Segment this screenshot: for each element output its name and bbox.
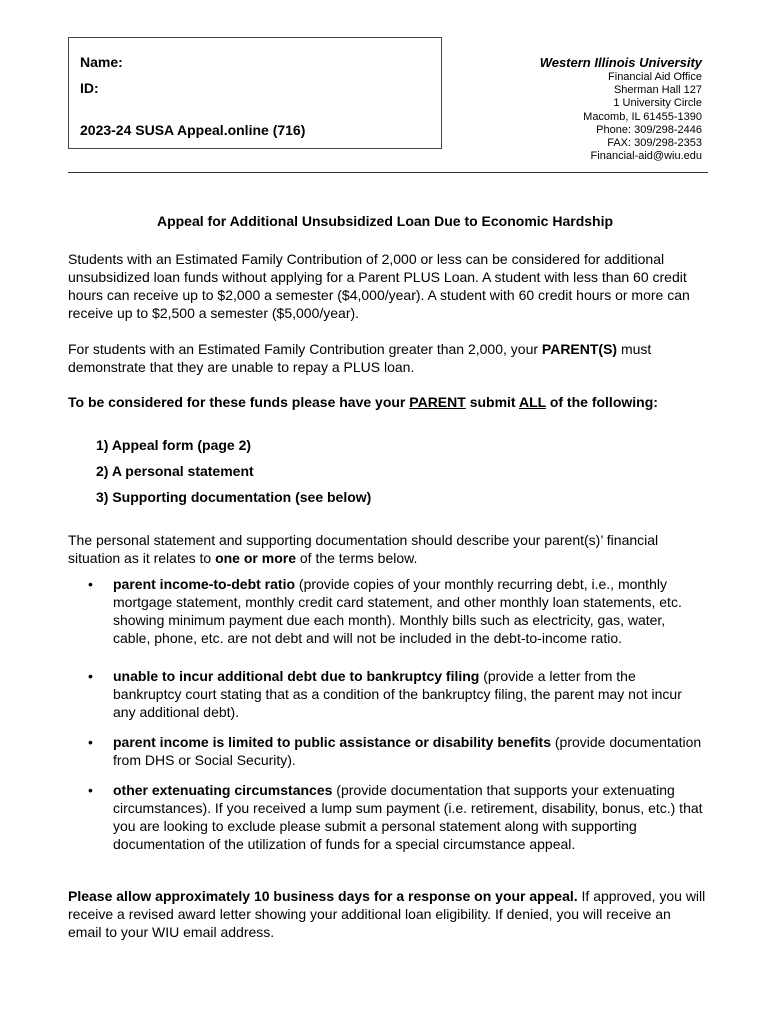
office-line: 1 University Circle (613, 97, 702, 110)
office-line: Macomb, IL 61455-1390 (583, 110, 702, 123)
efc-text-before: For students with an Estimated Family Contribution greater than 2,000, your (68, 341, 542, 357)
submit-text-3: of the following: (545, 394, 658, 410)
statement-text-before: The personal statement and supporting documentation should describe your parent(s)’ financial situation as it relates to (68, 532, 659, 566)
closing-paragraph (68, 887, 708, 941)
criteria-item (68, 781, 703, 853)
parents-emphasis: PARENT(S) (541, 341, 618, 357)
closing-text: If approved, you will receive a revised award letter showing your additional loan eligibility. If denied, you will receive an email to your WIU email address. (68, 888, 706, 940)
required-item: 3) Supporting documentation (see below) (96, 489, 372, 505)
submit-text-1: To be considered for these funds please have your (68, 394, 410, 410)
criteria-text: (provide documentation from DHS or Social Security). (113, 734, 702, 768)
document-title: Appeal for Additional Unsubsidized Loan Due to Economic Hardship (156, 213, 614, 229)
parent-underlined: PARENT (409, 394, 466, 410)
student-info-box (68, 37, 442, 149)
form-code: 2023-24 SUSA Appeal.online (716) (80, 122, 306, 138)
required-item: 1) Appeal form (page 2) (96, 437, 252, 453)
email-line: Financial-aid@wiu.edu (590, 150, 702, 163)
office-line: Sherman Hall 127 (613, 84, 702, 97)
header-divider (68, 172, 708, 173)
intro-paragraph: Students with an Estimated Family Contribution of 2,000 or less can be considered for additional unsubsidized loan funds without applying for a Parent PLUS Loan. A student with less than 60 credit hours can receive up to $2,000 a semester ($4,000/year). A student with 60 credit hours or more can receive up to $2,500 a semester ($5,000/year). (68, 251, 690, 321)
phone-line: Phone: 309/298-2446 (596, 123, 702, 136)
id-label: ID: (80, 80, 99, 96)
criteria-title: other extenuating circumstances (113, 782, 333, 798)
criteria-title: parent income is limited to public assistance or disability benefits (113, 734, 551, 750)
statement-paragraph (68, 531, 708, 567)
statement-text-after: of the terms below. (295, 550, 418, 566)
submit-instructions (68, 393, 708, 411)
university-name: Western Illinois University (539, 55, 702, 70)
criteria-item (68, 575, 703, 647)
criteria-item (68, 733, 703, 769)
bullet-icon: • (88, 734, 93, 750)
all-underlined: ALL (518, 394, 546, 410)
required-items-list (96, 436, 371, 514)
hardship-criteria-list (68, 575, 708, 853)
office-line: Financial Aid Office (608, 71, 702, 83)
fax-line: FAX: 309/298-2353 (607, 137, 702, 150)
bullet-icon: • (88, 576, 93, 592)
criteria-text: (provide documentation that supports your extenuating circumstances). If you received a lump sum payment (i.e. retirement, disability, bonus, etc.) that you are looking to exclude please submit a personal statement along with supporting documentation of the utilization of funds for a special circumstance appeal. (113, 782, 703, 852)
criteria-title: unable to incur additional debt due to bankruptcy filing (113, 668, 480, 684)
bullet-icon: • (88, 782, 93, 798)
criteria-title: parent income-to-debt ratio (113, 576, 296, 592)
criteria-item (68, 667, 703, 721)
one-or-more-emphasis: one or more (215, 550, 296, 566)
name-label: Name: (80, 54, 123, 70)
criteria-text: (provide copies of your monthly recurring debt, i.e., monthly mortgage statement, monthly credit card statement, and other monthly loan statements, etc. showing minimum payment due each month). Monthly bills such as electricity, gas, water, cable, phone, etc. are not debt and will not be included in the debt-to-income ratio. (113, 576, 682, 646)
efc-paragraph (68, 340, 708, 376)
bullet-icon: • (88, 668, 93, 684)
efc-text-after: must demonstrate that they are unable to repay a PLUS loan. (68, 341, 652, 375)
office-address-block (540, 55, 702, 163)
submit-text-2: submit (465, 394, 519, 410)
required-item: 2) A personal statement (96, 463, 254, 479)
criteria-text: (provide a letter from the bankruptcy court stating that as a condition of the bankruptcy filing, the parent may not incur any additional debt). (113, 668, 682, 720)
response-time-notice: Please allow approximately 10 business days for a response on your appeal. (68, 888, 578, 904)
